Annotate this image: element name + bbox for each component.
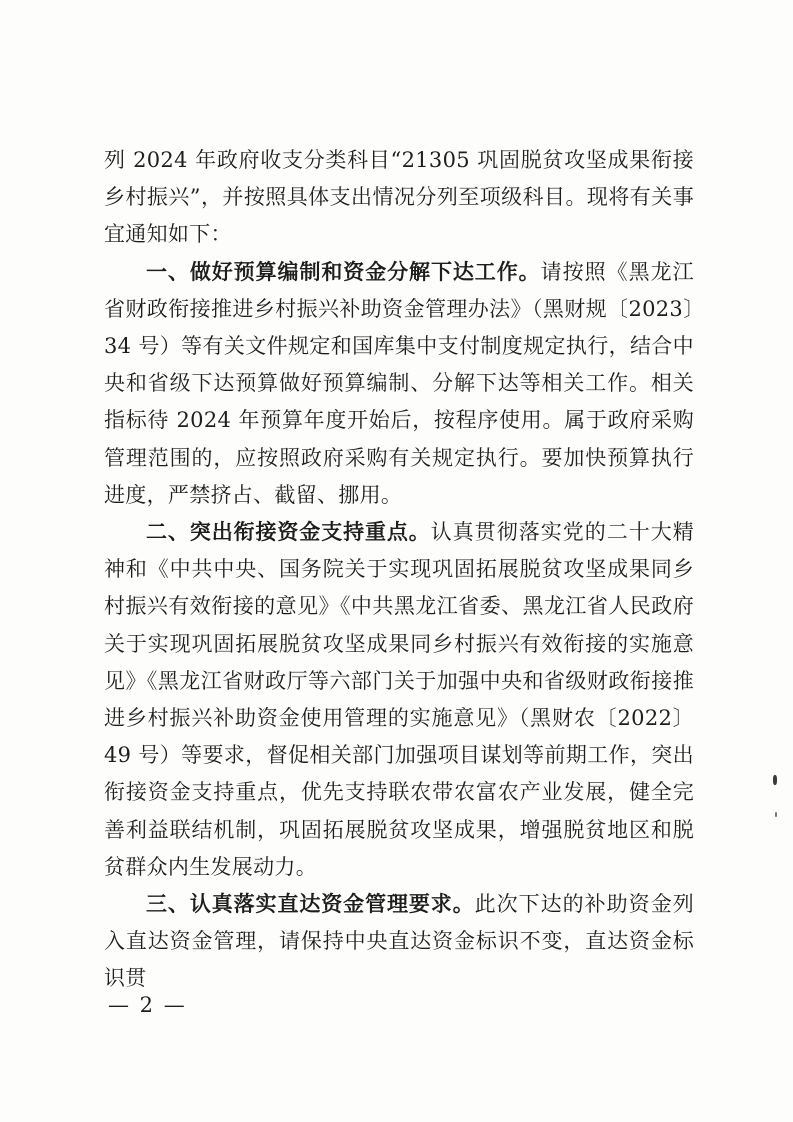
section-2-text: 认真贯彻落实党的二十大精神和《中共中央、国务院关于实现巩固拓展脱贫攻坚成果同乡村振兴有效衔接的意见》《中共黑龙江省委、黑龙江省人民政府关于实现巩固拓展脱贫攻坚成果同乡村振兴有效衔接的实施意见》《黑龙江省财政厅等六部门关于加强中央和省级财政衔接推进乡村振兴补助资金使用管理的实施意见》（黑财农〔2022〕49 号）等要求，督促相关部门加强项目谋划等前期工作，突出衔接资金支持重点，优先支持联农带农富农产业发展，健全完善利益联结机制，巩固拓展脱贫攻坚成果，增强脱贫地区和脱贫群众内生发展动力。 xyxy=(104,520,694,879)
paragraph-section-2 xyxy=(104,514,694,886)
section-1-heading: 一、做好预算编制和资金分解下达工作。 xyxy=(146,259,541,284)
document-body xyxy=(104,142,694,998)
paragraph-intro-text: 列 2024 年政府收支分类科目“21305 巩固脱贫攻坚成果衔接乡村振兴”，并按照具体支出情况分列至项级科目。现将有关事宜通知如下： xyxy=(104,148,694,247)
scan-speck-mark-small xyxy=(775,812,777,817)
section-1-text: 请按照《黑龙江省财政衔接推进乡村振兴补助资金管理办法》（黑财规〔2023〕34 号）等有关文件规定和国库集中支付制度规定执行，结合中央和省级下达预算做好预算编制、分解下达等相关工作。相关指标待 2024 年预算年度开始后，按程序使用。属于政府采购管理范围的，应按照政府采购有关规定执行。要加快预算执行进度，严禁挤占、截留、挪用。 xyxy=(104,259,694,507)
scan-speck-mark xyxy=(773,775,777,785)
paragraph-section-3 xyxy=(104,886,694,998)
page-number: — 2 — xyxy=(108,993,187,1017)
section-3-text: 此次下达的补助资金列入直达资金管理，请保持中央直达资金标识不变，直达资金标识贯 xyxy=(104,892,694,991)
section-3-heading: 三、认真落实直达资金管理要求。 xyxy=(146,892,475,917)
section-2-heading: 二、突出衔接资金支持重点。 xyxy=(146,520,431,545)
paragraph-intro xyxy=(104,142,694,254)
paragraph-section-1 xyxy=(104,254,694,514)
